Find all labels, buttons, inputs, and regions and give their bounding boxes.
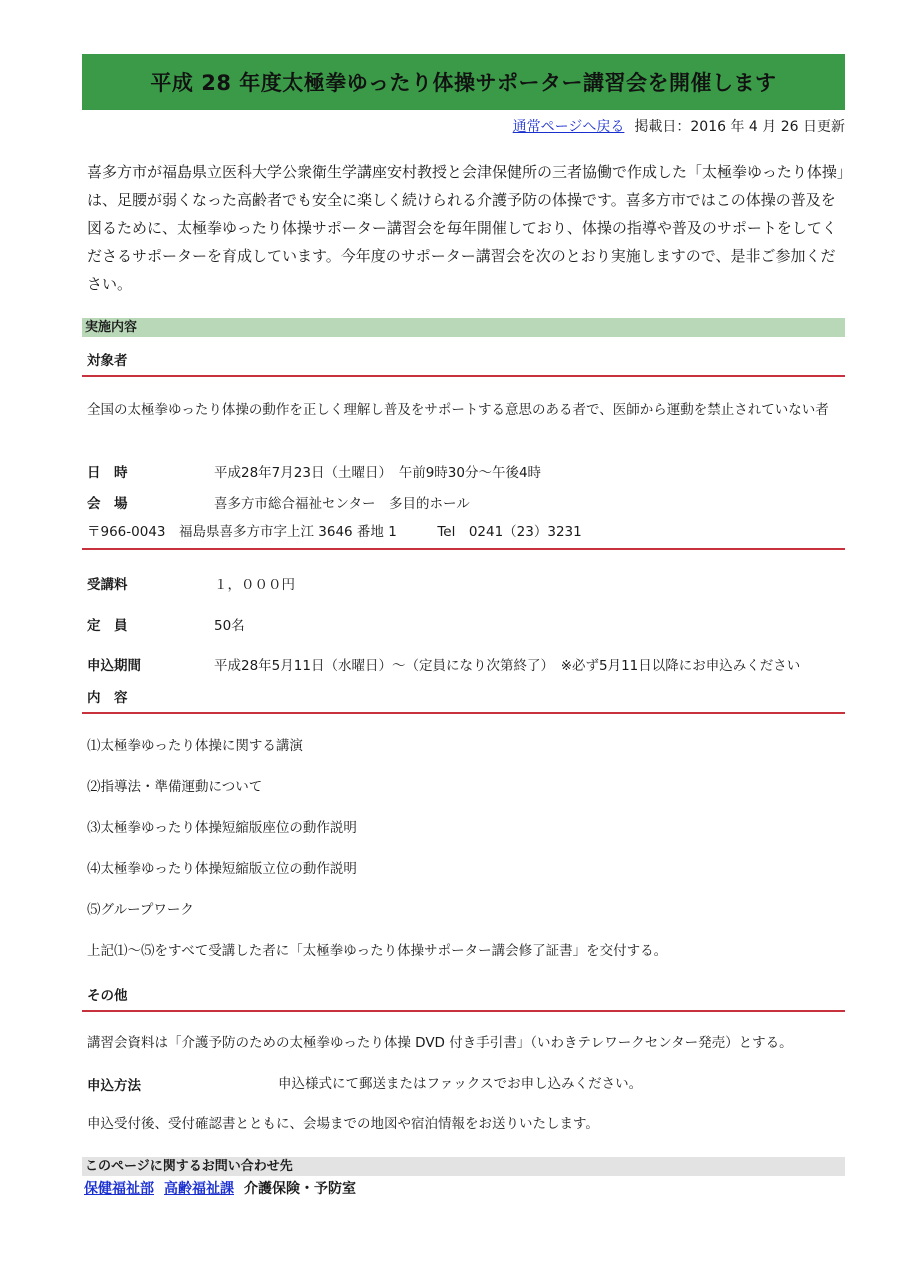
target-heading: 対象者: [87, 353, 128, 369]
divider: [82, 1010, 845, 1012]
venue-label: 会 場: [87, 496, 128, 512]
venue-value: 喜多方市総合福祉センター 多目的ホール: [214, 496, 470, 512]
page-title-bar: [82, 54, 845, 110]
contact-header: このページに関するお問い合わせ先: [82, 1157, 845, 1176]
divider: [82, 548, 845, 550]
contact-office: 介護保険・予防室: [244, 1181, 356, 1197]
target-description: 全国の太極拳ゆったり体操の動作を正しく理解し普及をサポートする意思のある者で、医師から運動を禁止されていない者: [87, 402, 829, 418]
certificate-note: 上記⑴～⑸をすべて受講した者に「太極拳ゆったり体操サポーター講会修了証書」を交付する。: [87, 943, 668, 959]
materials-note: 講習会資料は「介護予防のための太極拳ゆったり体操 DVD 付き手引書」（いわきテレワークセンター発売）とする。: [87, 1035, 793, 1051]
divider: [82, 712, 845, 714]
application-method-value: 申込様式にて郵送またはファックスでお申し込みください。: [278, 1076, 643, 1092]
intro-paragraph: 喜多方市が福島県立医科大学公衆衛生学講座安村教授と会津保健所の三者協働で作成した「太極拳ゆったり体操」は、足腰が弱くなった高齢者でも安全に楽しく続けられる介護予防の体操です。喜多方市ではこの体操の普及を図るために、太極拳ゆったり体操サポーター講習会を毎年開催しており、体操の指導や普及のサポートをしてくださるサポーターを育成しています。今年度のサポーター講習会を次のとおり実施しますので、是非ご参加ください。: [87, 163, 845, 293]
back-to-normal-page-link[interactable]: 通常ページへ戻る: [512, 119, 625, 135]
application-period-label: 申込期間: [87, 658, 141, 674]
content-item: ⑸グループワーク: [87, 902, 194, 918]
application-period-value: 平成28年5月11日（水曜日）～（定員になり次第終了） ※必ず5月11日以降にお申込みください: [214, 658, 801, 674]
posted-date: 掲載日：2016 年 4 月 26 日更新: [634, 119, 845, 135]
capacity-label: 定 員: [87, 618, 128, 634]
elderly-welfare-div-link[interactable]: 高齢福祉課: [164, 1181, 234, 1197]
other-heading: その他: [87, 988, 128, 1004]
after-application-note: 申込受付後、受付確認書とともに、会場までの地図や宿泊情報をお送りいたします。: [87, 1116, 599, 1132]
venue-address: 〒966-0043 福島県喜多方市字上江 3646 番地 1 Tel 0241（23）3231: [87, 524, 582, 540]
capacity-value: 50名: [214, 618, 245, 634]
date-value: 平成28年7月23日（土曜日） 午前9時30分～午後4時: [214, 465, 542, 481]
fee-value: １，０００円: [214, 577, 295, 593]
content-item: ⑷太極拳ゆったり体操短縮版立位の動作説明: [87, 861, 357, 877]
health-welfare-dept-link[interactable]: 保健福祉部: [84, 1181, 154, 1197]
fee-label: 受講料: [87, 577, 128, 593]
section-header-details: 実施内容: [82, 318, 845, 337]
contact-line: [84, 1179, 356, 1199]
page-meta: [513, 116, 845, 136]
date-label: 日 時: [87, 465, 128, 481]
content-label: 内 容: [87, 690, 128, 706]
content-item: ⑵指導法・準備運動について: [87, 779, 263, 795]
application-method-label: 申込方法: [87, 1078, 141, 1094]
divider: [82, 375, 845, 377]
page-title: 平成 28 年度太極拳ゆったり体操サポーター講習会を開催します: [150, 71, 777, 95]
content-item: ⑴太極拳ゆったり体操に関する講演: [87, 738, 303, 754]
content-item: ⑶太極拳ゆったり体操短縮版座位の動作説明: [87, 820, 357, 836]
